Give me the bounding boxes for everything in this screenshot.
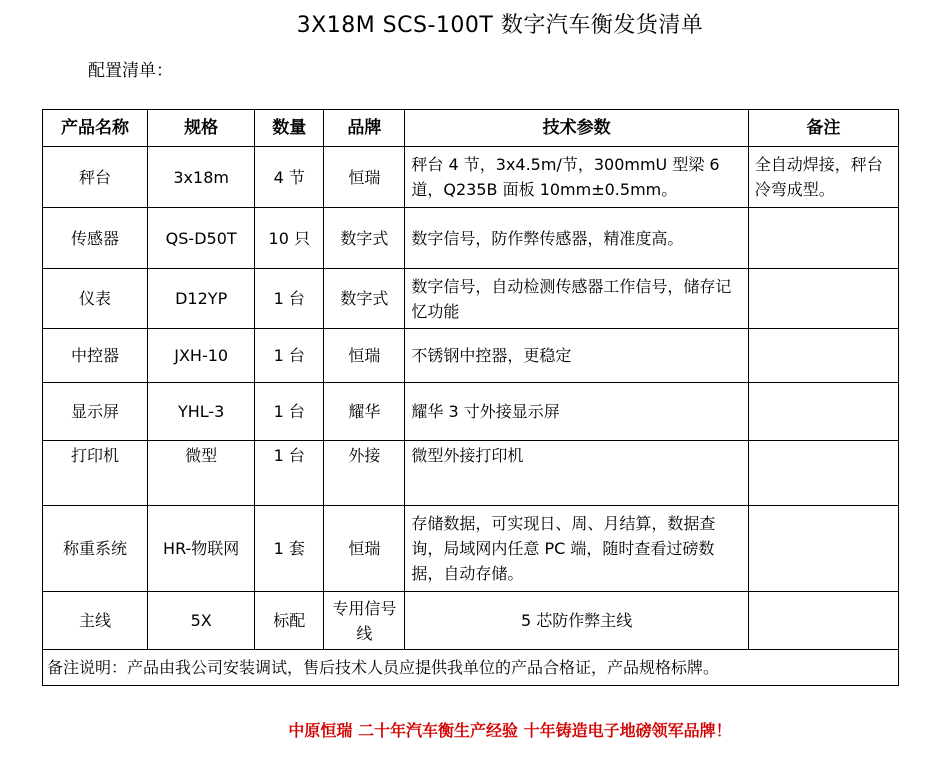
header-brand: 品牌 — [324, 110, 405, 147]
cell-quantity: 1 台 — [255, 441, 324, 506]
cell-spec: 微型 — [148, 441, 255, 506]
table-row — [43, 147, 899, 208]
cell-remarks — [748, 592, 898, 650]
cell-spec: D12YP — [148, 269, 255, 329]
cell-quantity: 1 套 — [255, 506, 324, 592]
header-remarks: 备注 — [748, 110, 898, 147]
cell-quantity: 1 台 — [255, 383, 324, 441]
cell-tech-params: 存储数据，可实现日、周、月结算，数据查询，局域网内任意 PC 端，随时查看过磅数据，自动存储。 — [405, 506, 748, 592]
company-slogan: 中原恒瑞 二十年汽车衡生产经验 十年铸造电子地磅领军品牌！ — [288, 721, 732, 740]
table-row — [43, 592, 899, 650]
table-row — [43, 441, 899, 506]
cell-brand: 耀华 — [324, 383, 405, 441]
table-row — [43, 329, 899, 383]
cell-brand: 数字式 — [324, 269, 405, 329]
cell-remarks — [748, 441, 898, 506]
config-list-label: 配置清单： — [88, 61, 173, 81]
cell-product-name: 显示屏 — [43, 383, 148, 441]
header-tech-params: 技术参数 — [405, 110, 748, 147]
cell-quantity: 1 台 — [255, 269, 324, 329]
cell-brand: 恒瑞 — [324, 506, 405, 592]
cell-product-name: 打印机 — [43, 441, 148, 506]
table-row — [43, 269, 899, 329]
note-row — [43, 650, 899, 686]
cell-tech-params: 5 芯防作弊主线 — [405, 592, 748, 650]
cell-tech-params: 数字信号，防作弊传感器，精准度高。 — [405, 208, 748, 269]
cell-brand: 专用信号线 — [324, 592, 405, 650]
cell-tech-params: 耀华 3 寸外接显示屏 — [405, 383, 748, 441]
cell-brand: 数字式 — [324, 208, 405, 269]
cell-quantity: 1 台 — [255, 329, 324, 383]
table-header-row — [43, 110, 899, 147]
cell-tech-params: 微型外接打印机 — [405, 441, 748, 506]
cell-product-name: 仪表 — [43, 269, 148, 329]
table-row — [43, 383, 899, 441]
header-product-name: 产品名称 — [43, 110, 148, 147]
cell-product-name: 秤台 — [43, 147, 148, 208]
cell-brand: 恒瑞 — [324, 329, 405, 383]
cell-remarks — [748, 329, 898, 383]
cell-remarks — [748, 269, 898, 329]
cell-remarks — [748, 506, 898, 592]
cell-brand: 外接 — [324, 441, 405, 506]
cell-brand: 恒瑞 — [324, 147, 405, 208]
table-row — [43, 506, 899, 592]
cell-product-name: 传感器 — [43, 208, 148, 269]
cell-product-name: 称重系统 — [43, 506, 148, 592]
shipping-list-table — [42, 109, 899, 686]
table-row — [43, 208, 899, 269]
cell-remarks — [748, 208, 898, 269]
cell-product-name: 中控器 — [43, 329, 148, 383]
cell-remarks: 全自动焊接，秤台冷弯成型。 — [748, 147, 898, 208]
cell-spec: YHL-3 — [148, 383, 255, 441]
cell-tech-params: 秤台 4 节，3x4.5m/节，300mmU 型梁 6 道，Q235B 面板 10mm±0.5mm。 — [405, 147, 748, 208]
cell-tech-params: 数字信号，自动检测传感器工作信号，储存记忆功能 — [405, 269, 748, 329]
note-text: 备注说明：产品由我公司安装调试，售后技术人员应提供我单位的产品合格证，产品规格标牌。 — [43, 650, 899, 686]
header-quantity: 数量 — [255, 110, 324, 147]
page-title: 3X18M SCS-100T 数字汽车衡发货清单 — [296, 13, 704, 38]
cell-spec: HR-物联网 — [148, 506, 255, 592]
cell-quantity: 10 只 — [255, 208, 324, 269]
cell-product-name: 主线 — [43, 592, 148, 650]
cell-spec: JXH-10 — [148, 329, 255, 383]
cell-quantity: 4 节 — [255, 147, 324, 208]
cell-quantity: 标配 — [255, 592, 324, 650]
header-spec: 规格 — [148, 110, 255, 147]
cell-spec: 3x18m — [148, 147, 255, 208]
cell-tech-params: 不锈钢中控器，更稳定 — [405, 329, 748, 383]
cell-spec: QS-D50T — [148, 208, 255, 269]
cell-remarks — [748, 383, 898, 441]
cell-spec: 5X — [148, 592, 255, 650]
